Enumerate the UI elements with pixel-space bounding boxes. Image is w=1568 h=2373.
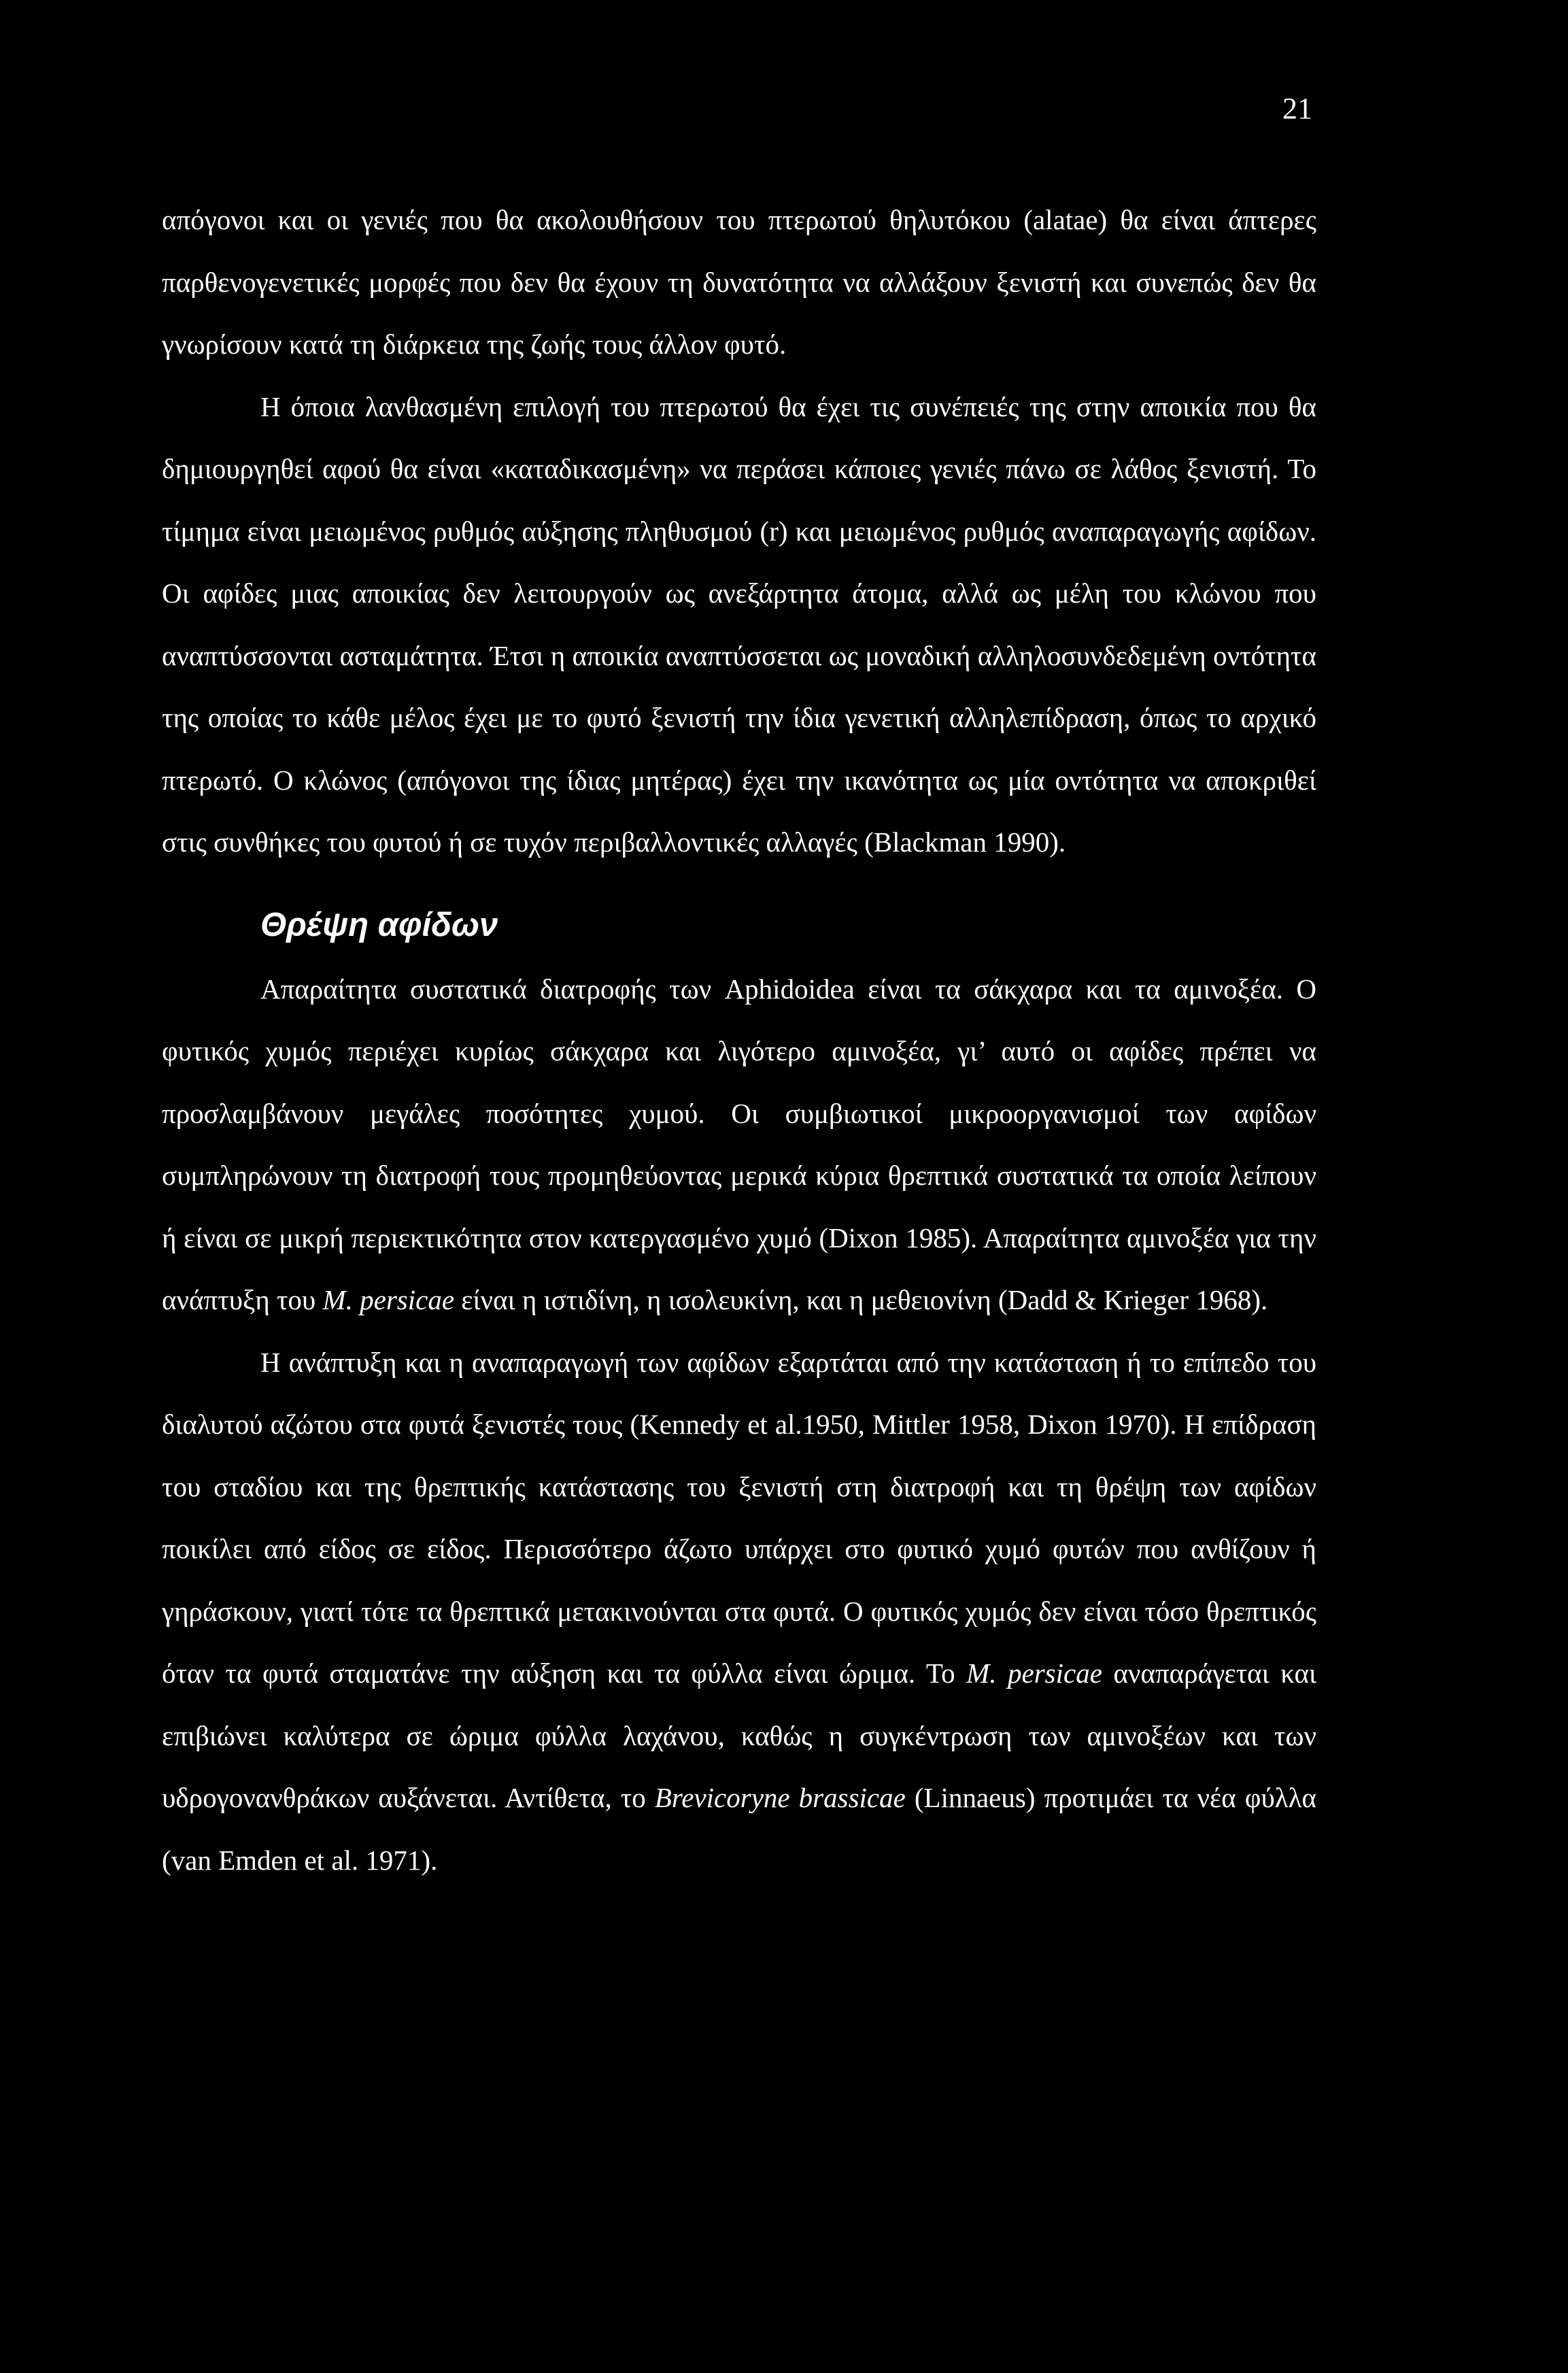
paragraph-development-mid: αναπαράγεται και επιβιώνει καλύτερα σε ώριμα φύλλα λαχάνου, καθώς η συγκέντρωση των αμινοξέων και των υδρογονανθράκων αυξάνεται. Αντίθετα, το	[162, 1657, 1317, 1813]
paragraph-continued: απόγονοι και οι γενιές που θα ακολουθήσουν του πτερωτού θηλυτόκου (alatae) θα είναι άπτερες παρθενογενετικές μορφές που δεν θα έχουν τη δυνατότητα να αλλάξουν ξενιστή και συνεπώς δεν θα γνωρίσουν κατά τη διάρκεια της ζωής τους άλλον φυτό.	[162, 204, 1316, 360]
paragraph-development-tail: (Linnaeus) προτιμάει τα νέα φύλλα (van Emden et al. 1971).	[162, 1782, 1316, 1876]
paragraph-colony: Η όποια λανθασμένη επιλογή του πτερωτού θα έχει τις συνέπειές της στην αποικία που θα δημιουργηθεί αφού θα είναι «καταδικασμένη» να περάσει κάποιες γενιές πάνω σε λάθος ξενιστή. Το τίμημα είναι μειωμένος ρυθμός αύξησης πληθυσμού (r) και μειωμένος ρυθμός αναπαραγωγής αφίδων. Οι αφίδες μιας αποικίας δεν λειτουργούν ως ανεξάρτητα άτομα, αλλά ως μέλη του κλώνου που αναπτύσσονται ασταμάτητα. Έτσι η αποικία αναπτύσσεται ως μοναδική αλληλοσυνδεδεμένη οντότητα της οποίας το κάθε μέλος έχει με το φυτό ξενιστή την ίδια γενετική αλληλεπίδραση, όπως το αρχικό πτερωτό. Ο κλώνος (απόγονοι της ίδιας μητέρας) έχει την ικανότητα ως μία οντότητα να αποκριθεί στις συνθήκες του φυτού ή σε τυχόν περιβαλλοντικές αλλαγές (Blackman 1990).	[162, 390, 1316, 858]
species-name: M. persicae	[322, 1284, 455, 1315]
paragraph-development	[162, 1332, 1316, 1892]
species-name: Brevicoryne brassicae	[654, 1782, 906, 1813]
paragraph-nutrition-tail: είναι η ιστιδίνη, η ισολευκίνη, και η μεθειονίνη (Dadd & Krieger 1968).	[454, 1284, 1268, 1315]
paragraph-nutrition-text: Απαραίτητα συστατικά διατροφής των Aphidoidea είναι τα σάκχαρα και τα αμινοξέα. Ο φυτικός χυμός περιέχει κυρίως σάκχαρα και λιγότερο αμινοξέα, γι’ αυτό οι αφίδες πρέπει να προσλαμβάνουν μεγάλες ποσότητες χυμού. Οι συμβιωτικοί μικροοργανισμοί των αφίδων συμπληρώνουν τη διατροφή τους προμηθεύοντας μερικά κύρια θρεπτικά συστατικά τα οποία λείπουν ή είναι σε μικρή περιεκτικότητα στον κατεργασμένο χυμό (Dixon 1985). Απαραίτητα αμινοξέα για την ανάπτυξη του	[162, 973, 1316, 1315]
page-number: 21	[1282, 92, 1312, 125]
species-name: M. persicae	[966, 1657, 1102, 1689]
paragraph-development-text: Η ανάπτυξη και η αναπαραγωγή των αφίδων εξαρτάται από την κατάσταση ή το επίπεδο του διαλυτού αζώτου στα φυτά ξενιστές τους (Kennedy et al.1950, Mittler 1958, Dixon 1970). Η επίδραση του σταδίου και της θρεπτικής κατάστασης του ξενιστή στη διατροφή και τη θρέψη των αφίδων ποικίλει από είδος σε είδος. Περισσότερο άζωτο υπάρχει στο φυτικό χυμό φυτών που ανθίζουν ή γηράσκουν, γιατί τότε τα θρεπτικά μετακινούνται στα φυτά. Ο φυτικός χυμός δεν είναι τόσο θρεπτικός όταν τα φυτά σταματάνε την αύξηση και τα φύλλα είναι ώριμα. Το	[162, 1346, 1316, 1689]
paragraph-nutrition	[162, 958, 1316, 1332]
page-body	[162, 189, 1316, 1891]
section-heading: Θρέψη αφίδων	[260, 906, 498, 943]
